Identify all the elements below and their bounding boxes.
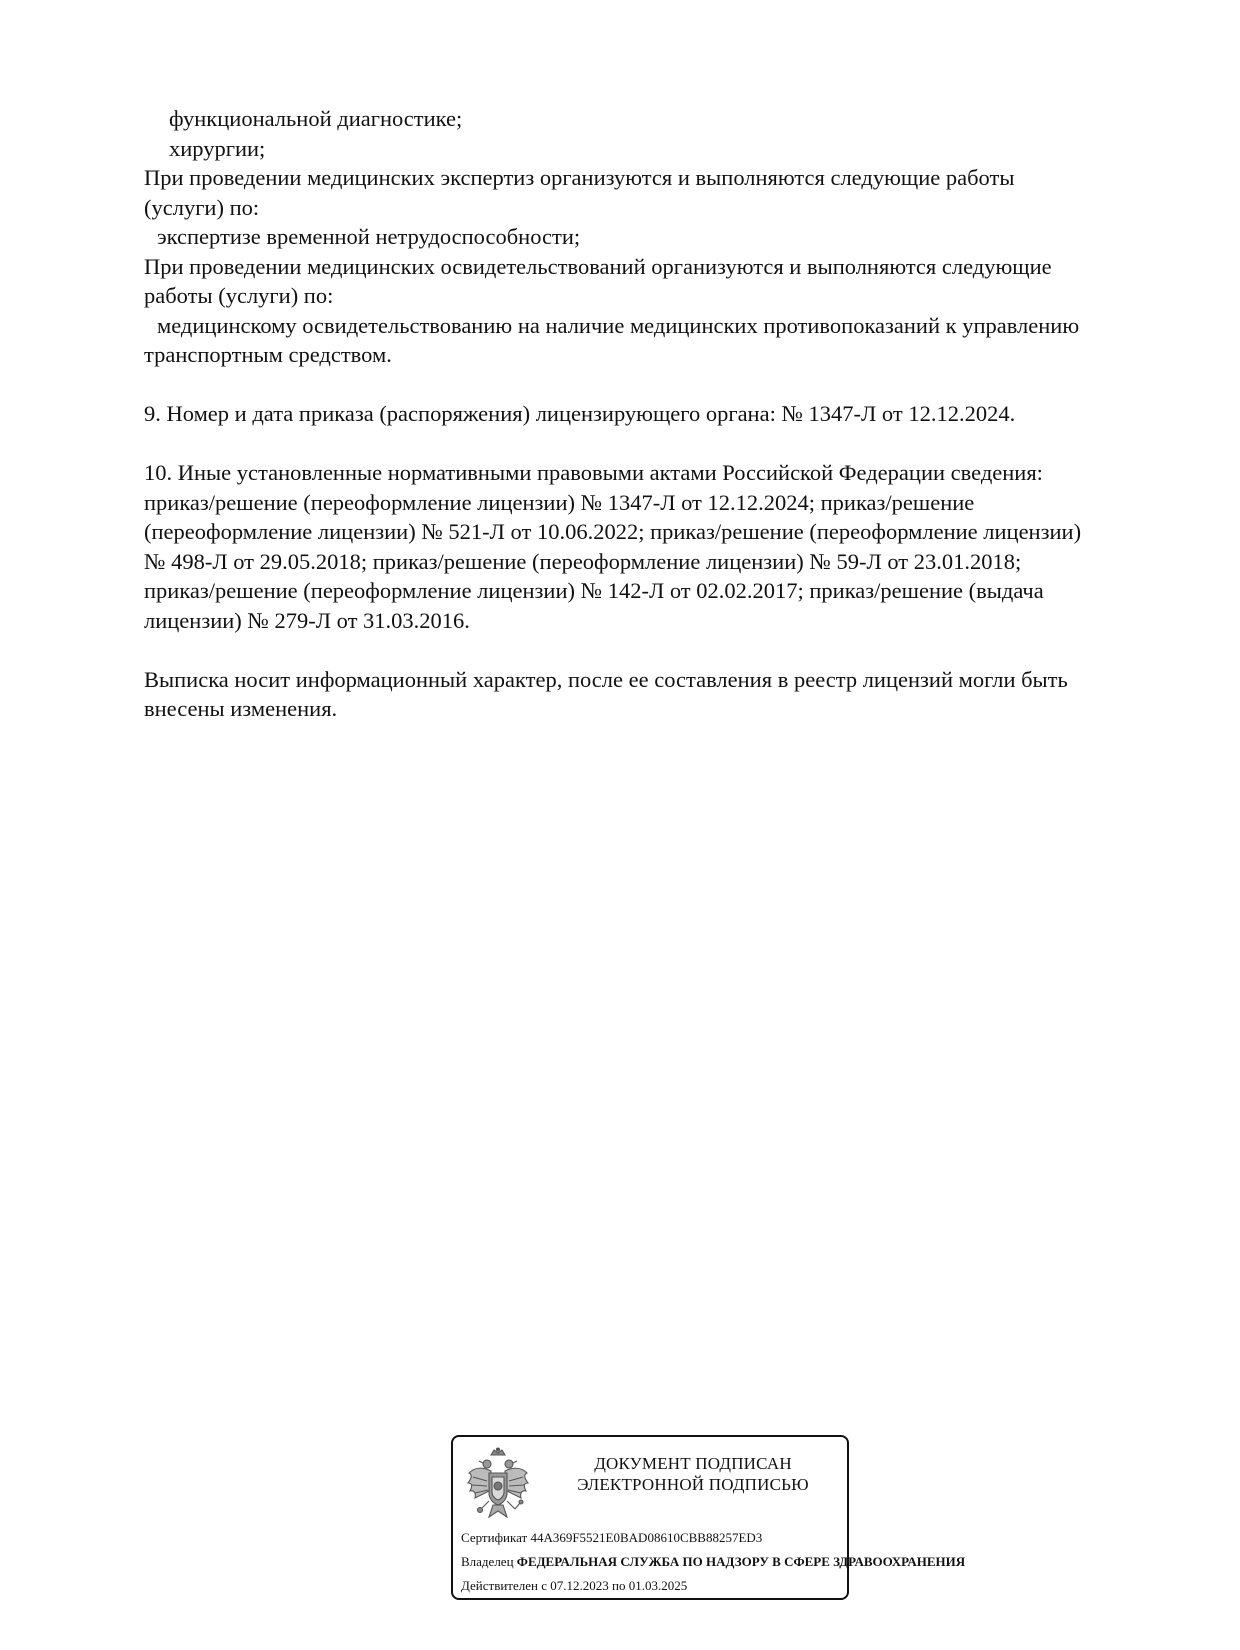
text-line-examination-intro: При проведении медицинских освидетельствований организуются и выполняются следующие <box>144 253 1052 279</box>
section-9-order-number: 9. Номер и дата приказа (распоряжения) лицензирующего органа: № 1347-Л от 12.12.2024. <box>144 401 1016 426</box>
certificate-value: 44A369F5521E0BAD08610CBB88257ED3 <box>530 1530 763 1545</box>
disclaimer-line: Выписка носит информационный характер, после ее составления в реестр лицензий могли быть <box>144 666 1068 692</box>
paragraph-gap <box>144 635 1174 665</box>
text-line-temporary-disability: экспертизе временной нетрудоспособности; <box>157 224 581 249</box>
text-line-expertise-intro-cont: (услуги) по: <box>144 194 260 220</box>
text-line-surgery: хирургии; <box>169 135 266 161</box>
section-10-line: (переоформление лицензии) № 521-Л от 10.06.2022; приказ/решение (переоформление лицензии) <box>144 519 1082 544</box>
coat-of-arms-icon <box>465 1447 531 1527</box>
text-line-examination-intro-cont: работы (услуги) по: <box>144 283 334 308</box>
stamp-title-line-1: ДОКУМЕНТ ПОДПИСАН <box>594 1454 792 1473</box>
stamp-details <box>461 1526 965 1598</box>
document-body <box>144 104 1174 724</box>
owner-row <box>461 1550 965 1574</box>
paragraph-gap <box>144 370 1174 400</box>
section-10-heading: 10. Иные установленные нормативными правовыми актами Российской Федерации сведения: <box>144 460 1043 485</box>
certificate-row <box>461 1526 965 1550</box>
disclaimer-line-cont: внесены изменения. <box>144 696 338 721</box>
text-line-expertise-intro: При проведении медицинских экспертиз организуются и выполняются следующие работы <box>144 165 1015 190</box>
stamp-title-line-2: ЭЛЕКТРОННОЙ ПОДПИСЬЮ <box>577 1475 809 1494</box>
text-line-functional-diagnostics: функциональной диагностике; <box>169 106 463 131</box>
section-10-line: приказ/решение (переоформление лицензии) № 1347-Л от 12.12.2024; приказ/решение <box>144 489 975 515</box>
section-10-line: лицензии) № 279-Л от 31.03.2016. <box>144 607 470 633</box>
paragraph-gap <box>144 429 1174 459</box>
validity-row: Действителен с 07.12.2023 по 01.03.2025 <box>461 1578 688 1593</box>
text-line-driving-examination: медицинскому освидетельствованию на наличие медицинских противопоказаний к управлению <box>157 312 1080 338</box>
stamp-title <box>543 1453 843 1495</box>
owner-label: Владелец <box>461 1554 514 1569</box>
section-10-line: приказ/решение (переоформление лицензии) № 142-Л от 02.02.2017; приказ/решение (выдача <box>144 578 1044 603</box>
text-line-driving-examination-cont: транспортным средством. <box>144 342 392 367</box>
certificate-label: Сертификат <box>461 1530 528 1545</box>
owner-value: ФЕДЕРАЛЬНАЯ СЛУЖБА ПО НАДЗОРУ В СФЕРЕ ЗДРАВООХРАНЕНИЯ <box>516 1554 966 1569</box>
electronic-signature-stamp <box>451 1435 966 1600</box>
section-10-line: № 498-Л от 29.05.2018; приказ/решение (переоформление лицензии) № 59-Л от 23.01.2018; <box>144 548 1022 574</box>
